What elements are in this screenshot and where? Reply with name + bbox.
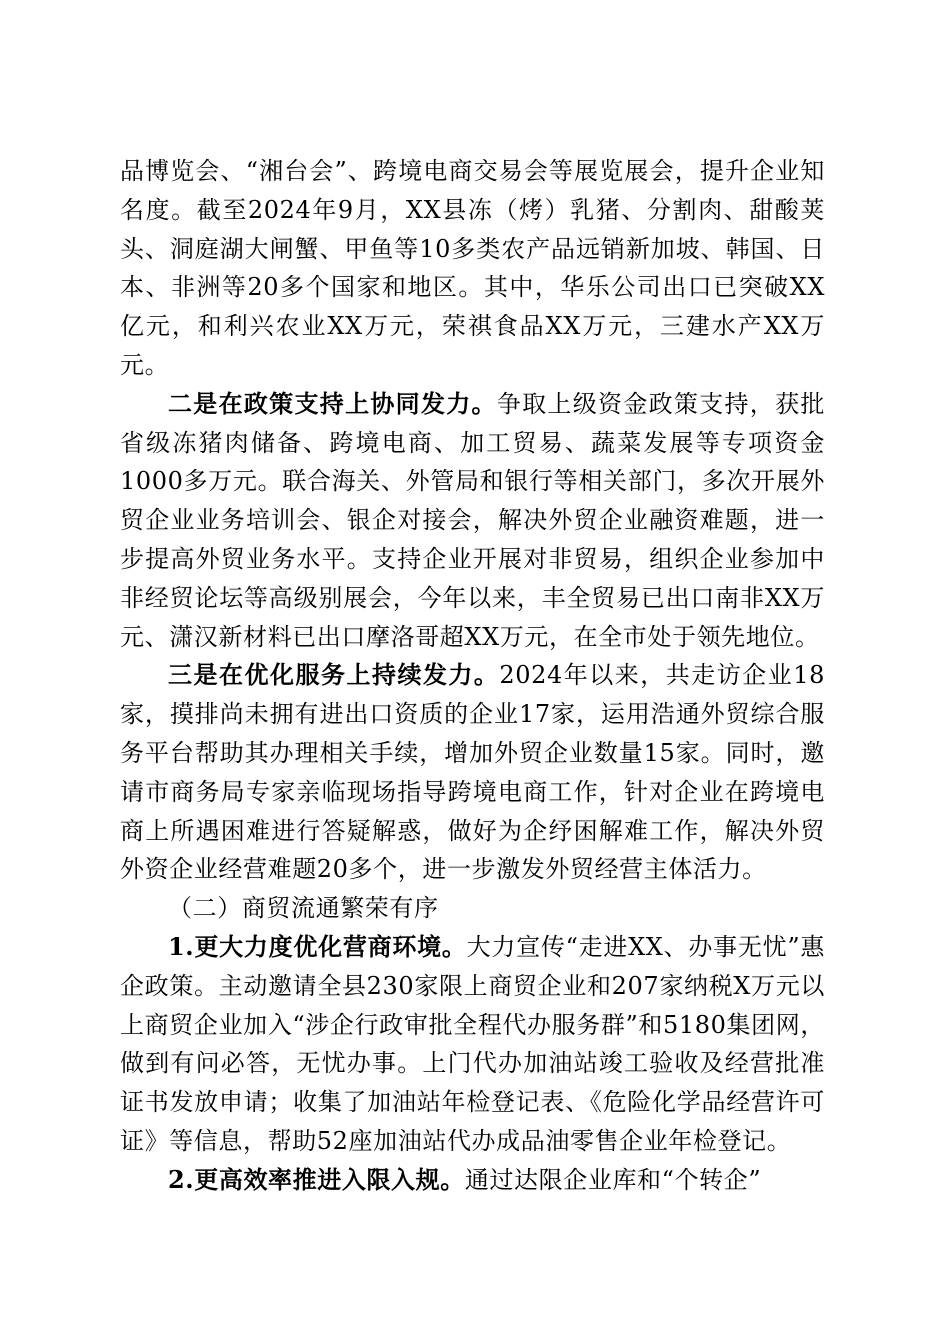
paragraph-policy-support (120, 385, 825, 657)
section-heading-text: （二）商贸流通繁荣有序 (168, 894, 439, 923)
paragraph-lead: 二是在政策支持上协同发力。 (168, 388, 497, 418)
paragraph-text: 通过达限企业库和“个转企” (464, 1165, 762, 1194)
paragraph-lead: 1.更大力度优化营商环境。 (168, 931, 467, 961)
paragraph-enterprise-upgrade (120, 1161, 825, 1200)
paragraph-text: 品博览会、“湘台会”、跨境电商交易会等展览展会，提升企业知名度。截至2024年9月，XX县冻（烤）乳猪、分割肉、甜酸荚头、洞庭湖大闸蟹、甲鱼等10多类农产品远销新加坡、韩国、日本、非洲等20多个国家和地区。其中，华乐公司出口已突破XX亿元，和利兴农业XX万元，荣祺食品XX万元，三建水产XX万元。 (120, 157, 825, 379)
paragraph-lead: 三是在优化服务上持续发力。 (168, 660, 500, 690)
paragraph-text: 争取上级资金政策支持，获批省级冻猪肉储备、跨境电商、加工贸易、蔬菜发展等专项资金1000多万元。联合海关、外管局和银行等相关部门，多次开展外贸企业业务培训会、银企对接会，解决外贸企业融资难题，进一步提高外贸业务水平。支持企业开展对非贸易，组织企业参加中非经贸论坛等高级别展会，今年以来，丰全贸易已出口南非XX万元、潇汉新材料已出口摩洛哥超XX万元，在全市处于领先地位。 (120, 389, 825, 651)
paragraph-service-optimization (120, 656, 825, 889)
paragraph-lead: 2.更高效率推进入限入规。 (168, 1164, 465, 1194)
paragraph-text: 大力宣传“走进XX、办事无忧”惠企政策。主动邀请全县230家限上商贸企业和207家纳税X万元以上商贸企业加入“涉企行政审批全程代办服务群”和5180集团网，做到有问必答，无忧办事。上门代办加油站竣工验收及经营批准证书发放申请；收集了加油站年检登记表、《危险化学品经营许可证》等信息，帮助52座加油站代办成品油零售企业年检登记。 (120, 932, 825, 1155)
section-heading-trade-circulation (120, 889, 825, 928)
paragraph-business-environment (120, 928, 825, 1161)
paragraph-exhibitions (120, 152, 825, 385)
paragraph-text: 2024年以来，共走访企业18家，摸排尚未拥有进出口资质的企业17家，运用浩通外贸综合服务平台帮助其办理相关手续，增加外贸企业数量15家。同时，邀请市商务局专家亲临现场指导跨境电商工作，针对企业在跨境电商上所遇困难进行答疑解惑，做好为企纾困解难工作，解决外贸外资企业经营难题20多个，进一步激发外贸经营主体活力。 (120, 661, 825, 884)
document-body (120, 152, 825, 1200)
